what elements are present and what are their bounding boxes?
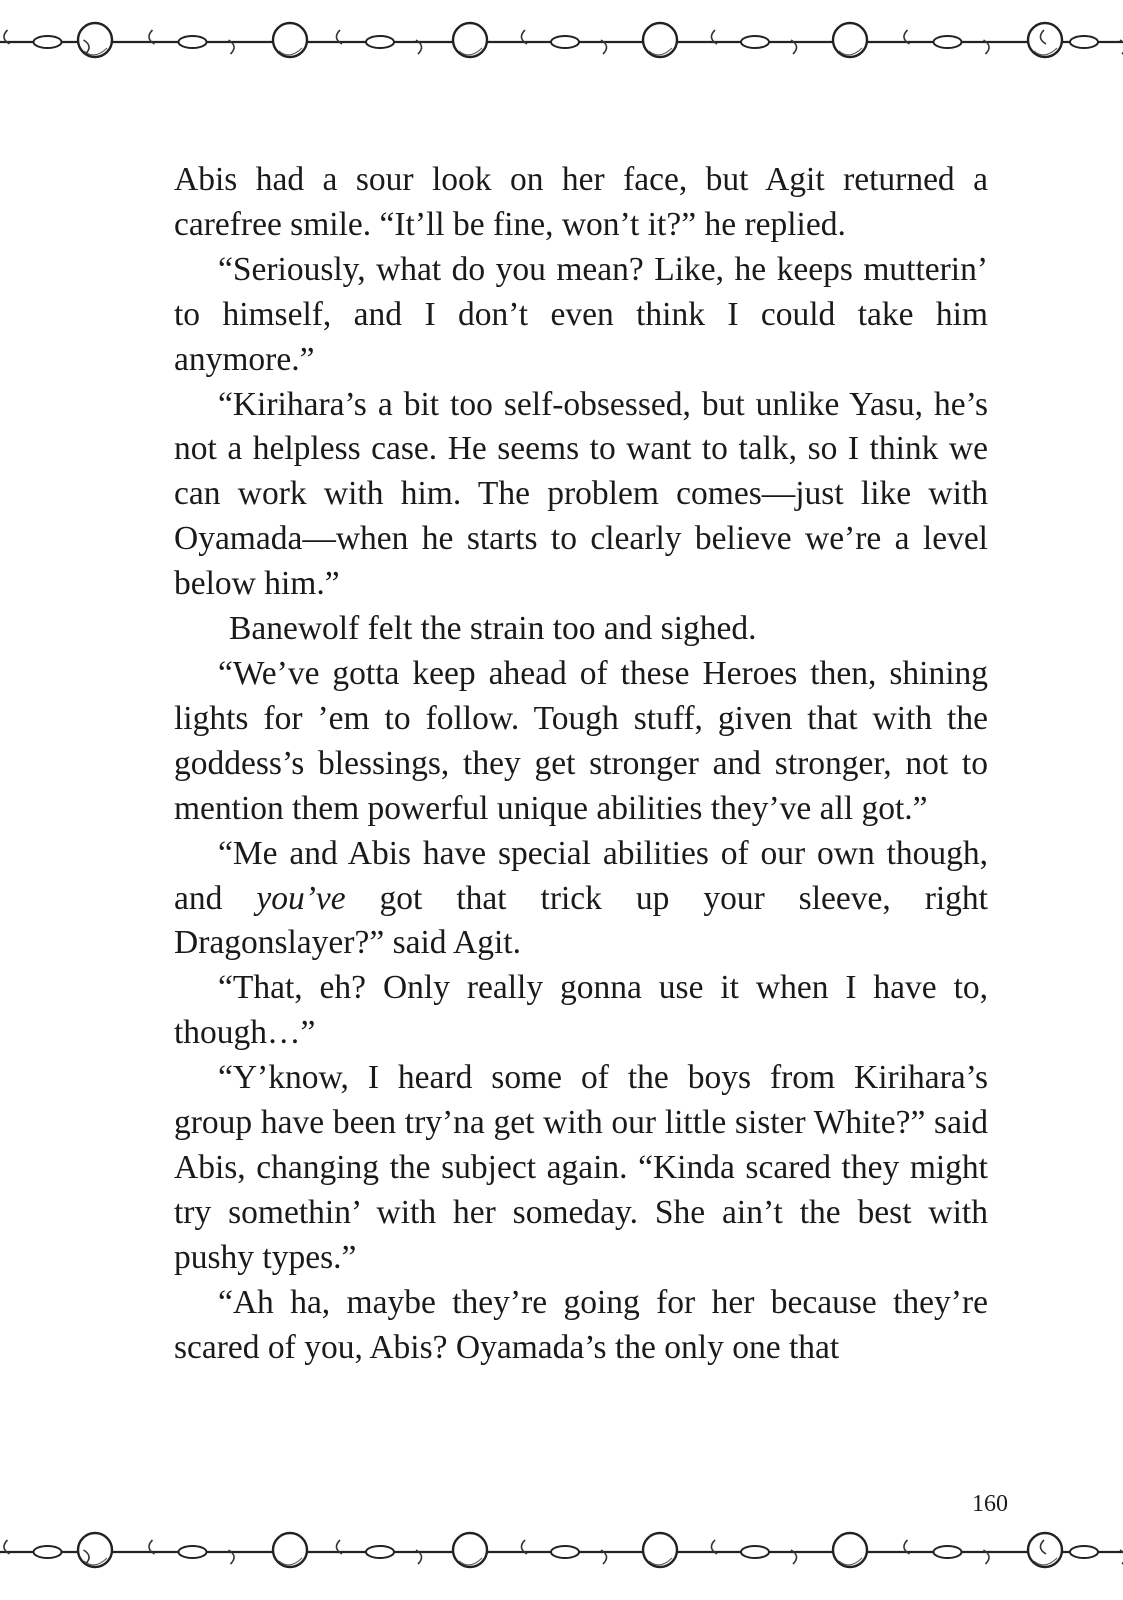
chain-ring [273, 1533, 307, 1567]
chain-border-bottom [0, 1520, 1123, 1580]
chain-ring [453, 1533, 487, 1567]
chain-ring [1028, 23, 1062, 57]
chain-link [551, 36, 579, 48]
chain-link [1070, 1546, 1098, 1558]
paragraph: “That, eh? Only really gonna use it when I have to, though…” [174, 969, 988, 1052]
chain-link [366, 1546, 394, 1558]
paragraph: “We’ve gotta keep ahead of these Heroes then, shining lights for ’em to follow. Tough stuff, given that with the goddess’s blessings, they get stronger and stronger, not to mention them powerful unique abilities they’ve all got.” [174, 654, 988, 827]
chain-ring [643, 23, 677, 57]
chain-link [551, 1546, 579, 1558]
chain-link [34, 36, 62, 48]
chain-ring [833, 1533, 867, 1567]
paragraph [174, 832, 988, 967]
chain-link [741, 36, 769, 48]
paragraph: Banewolf felt the strain too and sighed. [229, 610, 757, 648]
chain-link [934, 36, 962, 48]
paragraph-segment: got that trick up your sleeve, right Dragonslayer?” said Agit. [174, 879, 988, 962]
chain-link [934, 1546, 962, 1558]
body-text [174, 158, 988, 1370]
chain-link [179, 1546, 207, 1558]
chain-link [741, 1546, 769, 1558]
chain-ring [833, 23, 867, 57]
chain-link [1070, 36, 1098, 48]
chain-ring [1028, 1533, 1062, 1567]
chain-ring [78, 23, 112, 57]
paragraph: “Y’know, I heard some of the boys from Kirihara’s group have been try’na get with our little sister White?” said Abis, changing the subject again. “Kinda scared they might try somethin’ with her someday. She ain’t the best with pushy types.” [174, 1059, 988, 1276]
chain-ring [273, 23, 307, 57]
paragraph-segment: “Me and Abis have special abilities of our own though, and [174, 834, 988, 917]
paragraph: “Kirihara’s a bit too self-obsessed, but unlike Yasu, he’s not a helpless case. He seems to want to talk, so I think we can work with him. The problem comes—just like with Oyamada—when he starts to clearly believe we’re a level below him.” [174, 385, 988, 603]
paragraph: “Seriously, what do you mean? Like, he keeps mutterin’ to himself, and I don’t even think I could take him anymore.” [174, 250, 988, 378]
chain-ring [643, 1533, 677, 1567]
chain-border-top [0, 10, 1123, 70]
page-number: 160 [972, 1491, 1008, 1517]
chain-ring [453, 23, 487, 57]
paragraph: “Ah ha, maybe they’re going for her because they’re scared of you, Abis? Oyamada’s the only one that [174, 1283, 988, 1366]
chain-ring [78, 1533, 112, 1567]
chain-link [179, 36, 207, 48]
chain-link [366, 36, 394, 48]
paragraph: Abis had a sour look on her face, but Agit returned a carefree smile. “It’ll be fine, won’t it?” he replied. [174, 161, 988, 243]
italic-word: you’ve [256, 879, 346, 917]
chain-link [34, 1546, 62, 1558]
